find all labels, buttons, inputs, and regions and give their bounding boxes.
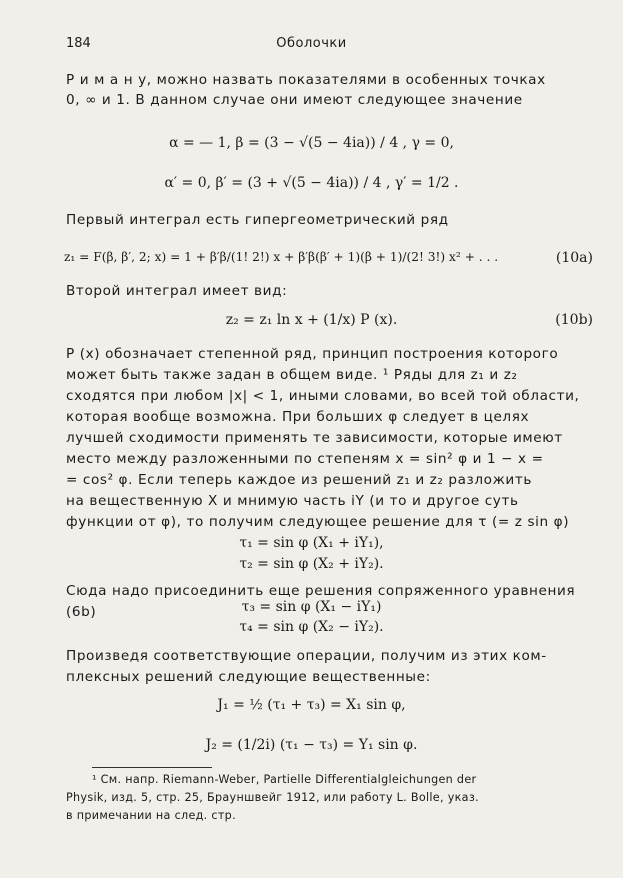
- equation-tau3: τ₃ = sin φ (X₁ − iY₁): [241, 599, 382, 615]
- intro-line-1: Р и м а н у, можно назвать показателями в особенных точках: [66, 72, 546, 88]
- intro-line-2: 0, ∞ и 1. В данном случае они имеют следующее значение: [66, 92, 523, 108]
- running-title: Оболочки: [276, 36, 347, 51]
- footnote-rule: [92, 767, 212, 768]
- paragraph-line: функции от φ), то получим следующее решение для τ (= z sin φ): [66, 514, 570, 530]
- equation-10b: z₂ = z₁ ln x + (1/x) P (x).: [225, 312, 398, 328]
- equation-10b-number: (10b): [555, 312, 593, 328]
- page-number: 184: [66, 36, 91, 51]
- equation-tau1: τ₁ = sin φ (X₁ + iY₁),: [239, 535, 384, 551]
- operations-line-2: плексных решений следующие вещественные:: [66, 669, 431, 685]
- conjugate-line-1: Сюда надо присоединить еще решения сопряженного уравнения: [66, 583, 576, 599]
- equation-J2: J₂ = (1/2i) (τ₁ − τ₃) = Y₁ sin φ.: [205, 737, 418, 753]
- conjugate-line-2: (6b): [66, 604, 97, 620]
- equation-tau2: τ₂ = sin φ (X₂ + iY₂).: [239, 556, 384, 572]
- second-integral-text: Второй интеграл имеет вид:: [66, 283, 288, 299]
- footnote-line-3: в примечании на след. стр.: [66, 809, 236, 822]
- equation-10a: z₁ = F(β, β′, 2; x) = 1 + β′β/(1! 2!) x + β′β(β′ + 1)(β + 1)/(2! 3!) x² + . . .: [64, 250, 499, 264]
- paragraph-line: может быть также задан в общем виде. ¹ Ряды для z₁ и z₂: [66, 367, 518, 383]
- paragraph-line: место между разложенными по степеням x = sin² φ и 1 − x =: [66, 451, 544, 467]
- equation-alpha-prime: α′ = 0, β′ = (3 + √(5 − 4ia)) / 4 , γ′ = 1/2 .: [164, 175, 459, 191]
- footnote-line-2: Physik, изд. 5, стр. 25, Брауншвейг 1912, или работу L. Bolle, указ.: [66, 791, 479, 804]
- equation-alpha-beta-gamma: α = — 1, β = (3 − √(5 − 4ia)) / 4 , γ = 0,: [169, 135, 454, 151]
- equation-10a-number: (10a): [555, 250, 593, 266]
- first-integral-text: Первый интеграл есть гипергеометрический ряд: [66, 212, 449, 228]
- paragraph-line: которая вообще возможна. При больших φ следует в целях: [66, 409, 530, 425]
- footnote-line-1: ¹ См. напр. Riemann-Weber, Partielle Differentialgleichungen der: [92, 773, 477, 786]
- paragraph-line: P (x) обозначает степенной ряд, принцип построения которого: [66, 346, 559, 362]
- paragraph-line: лучшей сходимости применять те зависимости, которые имеют: [66, 430, 563, 446]
- paragraph-line: сходятся при любом |x| < 1, иными словами, во всей той области,: [66, 388, 580, 404]
- equation-tau4: τ₄ = sin φ (X₂ − iY₂).: [239, 619, 384, 635]
- paragraph-line: на вещественную X и мнимую часть iY (и то и другое суть: [66, 493, 519, 509]
- paragraph-line: = cos² φ. Если теперь каждое из решений z₁ и z₂ разложить: [66, 472, 532, 488]
- equation-J1: J₁ = ½ (τ₁ + τ₃) = X₁ sin φ,: [217, 697, 406, 713]
- operations-line-1: Произведя соответствующие операции, получим из этих ком-: [66, 648, 547, 664]
